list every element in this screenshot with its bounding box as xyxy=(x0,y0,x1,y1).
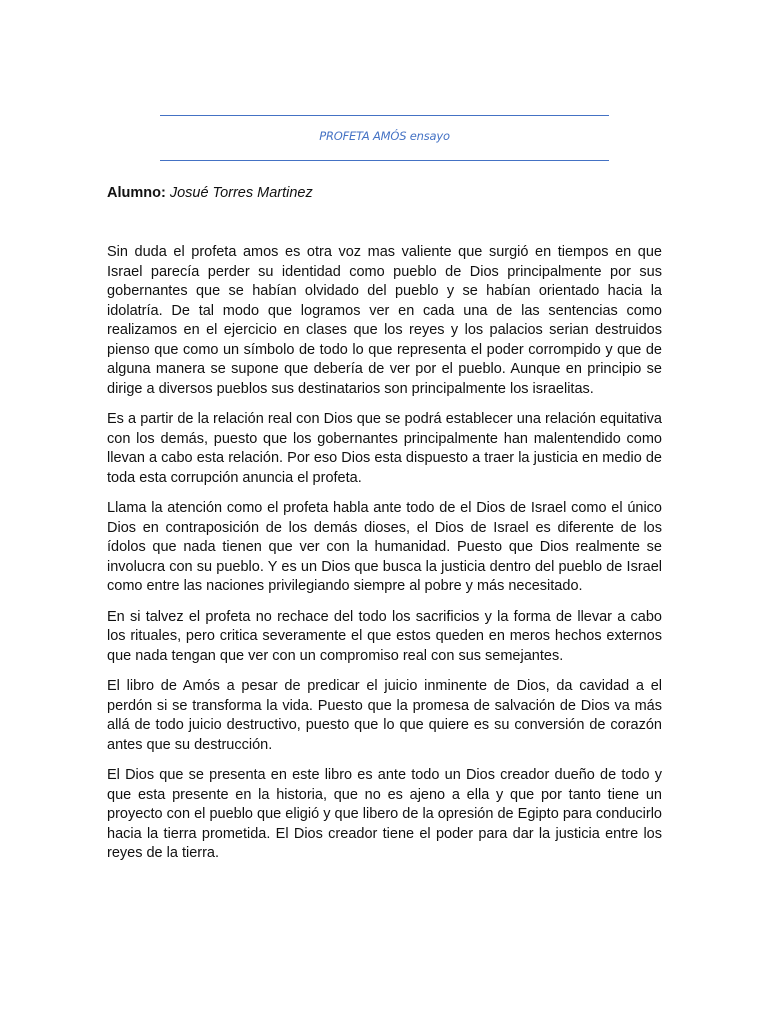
student-line xyxy=(107,185,313,201)
student-label: Alumno: xyxy=(107,185,166,201)
header-bottom-rule xyxy=(160,160,609,161)
paragraph-4: En si talvez el profeta no rechace del todo los sacrificios y la forma de llevar a cabo los rituales, pero critica severamente el que estos queden en meros hechos externos que nada tengan que ver con un compromiso real con sus semejantes. xyxy=(107,608,662,664)
paragraph-5: El libro de Amós a pesar de predicar el juicio inminente de Dios, da cavidad a el perdón si se transforma la vida. Puesto que la promesa de salvación de Dios va más allá de todo juicio destructivo, puesto que lo que quiere es su conversión de corazón antes que su destrucción. xyxy=(107,678,662,753)
paragraph-6: El Dios que se presenta en este libro es ante todo un Dios creador dueño de todo y que esta presente en la historia, que no es ajeno a ella y que por tanto tiene un proyecto con el pueblo que eligió y que libero de la opresión de Egipto para conducirlo hacia la tierra prometida. El Dios creador tiene el poder para dar la justicia entre los reyes de la tierra. xyxy=(107,767,662,861)
paragraph-1: Sin duda el profeta amos es otra voz mas valiente que surgió en tiempos en que Israel parecía perder su identidad como pueblo de Dios principalmente por sus gobernantes que se habían olvidado del pueblo y se habían orientado hacia la idolatría. De tal modo que logramos ver en cada una de las sentencias como realizamos en el ejercicio en clases que los reyes y los palacios serian destruidos pienso que como un símbolo de todo lo que representa el poder corrompido y que de alguna manera se supone que debería de ver por el pueblo. Aunque en principio se dirige a diversos pueblos sus destinatarios son principalmente los israelitas. xyxy=(107,244,662,397)
header-top-rule xyxy=(160,115,609,116)
paragraph-2: Es a partir de la relación real con Dios que se podrá establecer una relación equitativa con los demás, puesto que los gobernantes principalmente han malentendido como llevan a cabo esta relación. Por eso Dios esta dispuesto a traer la justicia en medio de toda esta corrupción anuncia el profeta. xyxy=(107,411,662,486)
paragraph-3: Llama la atención como el profeta habla ante todo de el Dios de Israel como el único Dios en contraposición de los demás dioses, el Dios de Israel es diferente de los ídolos que nada tienen que ver con la humanidad. Puesto que Dios realmente se involucra con su pueblo. Y es un Dios que busca la justicia dentro del pueblo de Israel como entre las naciones privilegiando siempre al pobre y más necesitado. xyxy=(107,500,662,594)
document-header-title: PROFETA AMÓS ensayo xyxy=(319,129,450,143)
student-name: Josué Torres Martinez xyxy=(169,185,313,201)
essay-body xyxy=(107,243,662,875)
